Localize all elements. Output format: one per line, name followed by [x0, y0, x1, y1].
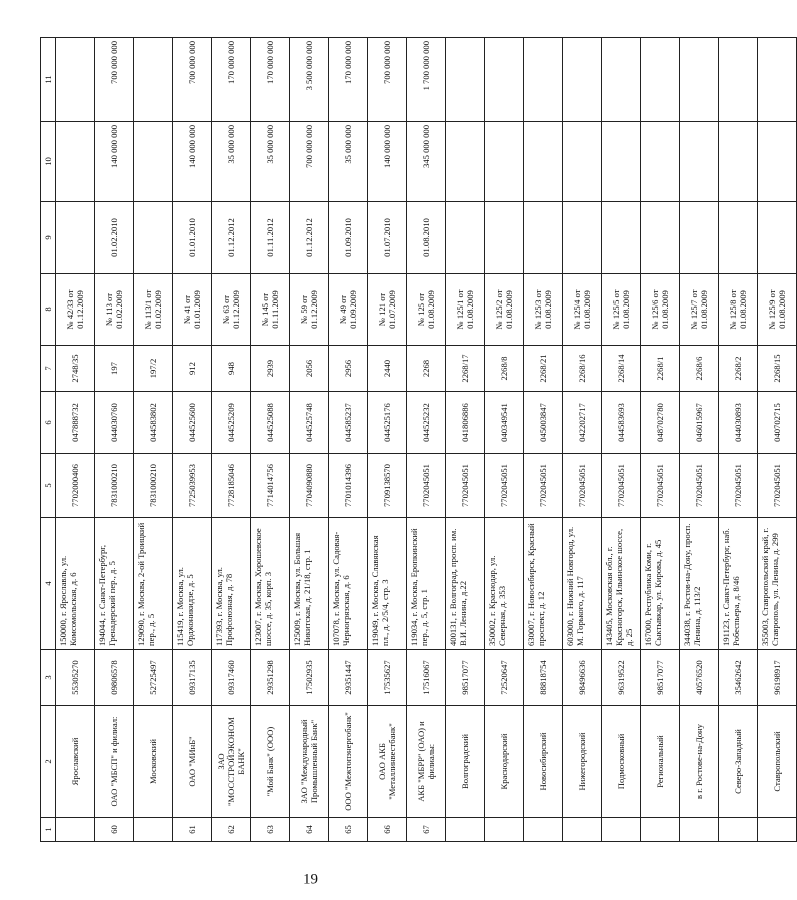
- table-row: [56, 38, 95, 842]
- row-number-cell: [563, 818, 602, 842]
- inn-cell: 7701014396: [329, 454, 368, 518]
- okpo-code-cell: 40576520: [680, 650, 719, 706]
- amount-limit-cell: [563, 122, 602, 202]
- bik-cell: 048702780: [641, 392, 680, 454]
- bank-name-cell: ОАО "МИнБ": [173, 706, 212, 818]
- bank-name-cell: Нижегородский: [563, 706, 602, 818]
- license-number-cell: 2268/14: [602, 346, 641, 392]
- address-cell: 167000, Республика Коми, г. Сыктывкар, ул. Кирова, д. 45: [641, 518, 680, 650]
- amount-total-cell: [680, 38, 719, 122]
- contract-number-cell: № 145 от 01.11.2009: [251, 274, 290, 346]
- row-number-cell: 61: [173, 818, 212, 842]
- amount-total-cell: 700 000 000: [95, 38, 134, 122]
- table-header: [41, 38, 56, 842]
- address-cell: 603000, г. Нижний Новгород, ул. М. Горького, д. 117: [563, 518, 602, 650]
- bank-name-cell: Подмосковный: [602, 706, 641, 818]
- end-date-cell: 01.11.2012: [251, 202, 290, 274]
- address-cell: 115419, г. Москва, ул. Орджоникидзе, д. 5: [173, 518, 212, 650]
- license-number-cell: 2268/2: [719, 346, 758, 392]
- table-row: [368, 38, 407, 842]
- row-number-cell: 67: [407, 818, 446, 842]
- inn-cell: 7704090880: [290, 454, 329, 518]
- okpo-code-cell: 96319522: [602, 650, 641, 706]
- row-number-cell: 64: [290, 818, 329, 842]
- license-number-cell: 2268/16: [563, 346, 602, 392]
- table-row: [563, 38, 602, 842]
- table-row: [290, 38, 329, 842]
- address-cell: 355003, Ставропольский край, г. Ставрополь, ул. Ленина, д. 299: [758, 518, 797, 650]
- address-cell: 191123, г. Санкт-Петербург, наб. Робеспьера, д. 8/46: [719, 518, 758, 650]
- end-date-cell: [758, 202, 797, 274]
- okpo-code-cell: 29351447: [329, 650, 368, 706]
- header-cell: 10: [41, 122, 56, 202]
- amount-total-cell: [602, 38, 641, 122]
- end-date-cell: 01.12.2012: [290, 202, 329, 274]
- inn-cell: 7714014756: [251, 454, 290, 518]
- amount-total-cell: 170 000 000: [251, 38, 290, 122]
- amount-total-cell: [485, 38, 524, 122]
- license-number-cell: 912: [173, 346, 212, 392]
- license-number-cell: 948: [212, 346, 251, 392]
- amount-total-cell: [134, 38, 173, 122]
- address-cell: 125009, г. Москва, ул. Большая Никитская, д. 21/18, стр. 1: [290, 518, 329, 650]
- inn-cell: 7728185046: [212, 454, 251, 518]
- bank-name-cell: ООО "Межтопэнергобанк": [329, 706, 368, 818]
- address-cell: 400131, г. Волгоград, просп. им. В.И. Ленина, д.22: [446, 518, 485, 650]
- amount-total-cell: 170 000 000: [212, 38, 251, 122]
- license-number-cell: 2268/15: [758, 346, 797, 392]
- table-row: [719, 38, 758, 842]
- license-number-cell: 2268/17: [446, 346, 485, 392]
- end-date-cell: [563, 202, 602, 274]
- bik-cell: 046015967: [680, 392, 719, 454]
- contract-number-cell: № 125/1 от 01.08.2009: [446, 274, 485, 346]
- page-number: 19: [303, 871, 318, 888]
- amount-total-cell: [56, 38, 95, 122]
- contract-number-cell: № 113/1 от 01.02.2009: [134, 274, 173, 346]
- row-number-cell: [680, 818, 719, 842]
- amount-limit-cell: [485, 122, 524, 202]
- row-number-cell: 60: [95, 818, 134, 842]
- inn-cell: 7702045051: [446, 454, 485, 518]
- inn-cell: 7702045051: [641, 454, 680, 518]
- header-cell: 1: [41, 818, 56, 842]
- amount-limit-cell: 35 000 000: [212, 122, 251, 202]
- header-cell: 5: [41, 454, 56, 518]
- inn-cell: 7725039953: [173, 454, 212, 518]
- bank-name-cell: Ярославский: [56, 706, 95, 818]
- amount-limit-cell: [719, 122, 758, 202]
- bik-cell: 041806886: [446, 392, 485, 454]
- table-row: [134, 38, 173, 842]
- end-date-cell: 01.02.2010: [95, 202, 134, 274]
- inn-cell: 7702045051: [485, 454, 524, 518]
- okpo-code-cell: 72520647: [485, 650, 524, 706]
- okpo-code-cell: 98517077: [446, 650, 485, 706]
- bank-name-cell: Региональный: [641, 706, 680, 818]
- header-cell: 3: [41, 650, 56, 706]
- bank-name-cell: Северо-Западный: [719, 706, 758, 818]
- address-cell: 194044, г. Санкт-Петербург, Гренадерский пер., д. 5: [95, 518, 134, 650]
- address-cell: 630007, г. Новосибирск, Красный проспект, д. 12: [524, 518, 563, 650]
- table-row: [251, 38, 290, 842]
- bik-cell: 044583802: [134, 392, 173, 454]
- amount-limit-cell: [134, 122, 173, 202]
- address-cell: 344038, г. Ростов-на-Дону, просп. Ленина, д. 113/2: [680, 518, 719, 650]
- table-row: [641, 38, 680, 842]
- bik-cell: 044030760: [95, 392, 134, 454]
- license-number-cell: 2268/21: [524, 346, 563, 392]
- header-cell: 11: [41, 38, 56, 122]
- address-cell: 143405, Московская обл., г. Красногорск, Ильинское шоссе, д. 25: [602, 518, 641, 650]
- contract-number-cell: № 59 от 01.12.2009: [290, 274, 329, 346]
- table-body: [56, 38, 797, 842]
- end-date-cell: [719, 202, 758, 274]
- contract-number-cell: № 125 от 01.08.2009: [407, 274, 446, 346]
- inn-cell: 7702045051: [407, 454, 446, 518]
- amount-total-cell: [524, 38, 563, 122]
- end-date-cell: [134, 202, 173, 274]
- okpo-code-cell: 88818754: [524, 650, 563, 706]
- okpo-code-cell: 35462642: [719, 650, 758, 706]
- amount-limit-cell: [446, 122, 485, 202]
- okpo-code-cell: 17516067: [407, 650, 446, 706]
- amount-total-cell: 700 000 000: [368, 38, 407, 122]
- license-number-cell: 2268/1: [641, 346, 680, 392]
- bank-name-cell: ОАО "МБСП" и филиал:: [95, 706, 134, 818]
- end-date-cell: [641, 202, 680, 274]
- bik-cell: 040702715: [758, 392, 797, 454]
- header-cell: 4: [41, 518, 56, 650]
- contract-number-cell: № 125/5 от 01.08.2009: [602, 274, 641, 346]
- bik-cell: 044030893: [719, 392, 758, 454]
- address-cell: 119049, г. Москва, Славянская пл., д. 2/5/4, стр. 3: [368, 518, 407, 650]
- amount-limit-cell: 140 000 000: [95, 122, 134, 202]
- header-cell: 8: [41, 274, 56, 346]
- inn-cell: 7702045051: [719, 454, 758, 518]
- amount-total-cell: [563, 38, 602, 122]
- header-cell: 9: [41, 202, 56, 274]
- bik-cell: 045003847: [524, 392, 563, 454]
- contract-number-cell: № 42/33 от 01.12.2009: [56, 274, 95, 346]
- inn-cell: 7702045051: [563, 454, 602, 518]
- contract-number-cell: № 113 от 01.02.2009: [95, 274, 134, 346]
- amount-limit-cell: 700 000 000: [290, 122, 329, 202]
- okpo-code-cell: 98517077: [641, 650, 680, 706]
- contract-number-cell: № 121 от 01.07.2009: [368, 274, 407, 346]
- bik-cell: 047888732: [56, 392, 95, 454]
- bik-cell: 044525176: [368, 392, 407, 454]
- amount-limit-cell: 35 000 000: [329, 122, 368, 202]
- address-cell: 350002, г. Краснодар, ул. Северная, д. 353: [485, 518, 524, 650]
- license-number-cell: 2748/35: [56, 346, 95, 392]
- row-number-cell: [134, 818, 173, 842]
- contract-number-cell: № 49 от 01.09.2009: [329, 274, 368, 346]
- bank-name-cell: в г. Ростове-на-Дону: [680, 706, 719, 818]
- bik-cell: 044525748: [290, 392, 329, 454]
- inn-cell: 7702000406: [56, 454, 95, 518]
- license-number-cell: 2939: [251, 346, 290, 392]
- amount-total-cell: [719, 38, 758, 122]
- okpo-code-cell: 09317135: [173, 650, 212, 706]
- okpo-code-cell: 29351298: [251, 650, 290, 706]
- okpo-code-cell: 09806578: [95, 650, 134, 706]
- license-number-cell: 2056: [290, 346, 329, 392]
- bank-name-cell: Ставропольский: [758, 706, 797, 818]
- okpo-code-cell: 17502935: [290, 650, 329, 706]
- end-date-cell: [446, 202, 485, 274]
- okpo-code-cell: 52725497: [134, 650, 173, 706]
- header-cell: 6: [41, 392, 56, 454]
- end-date-cell: 01.08.2010: [407, 202, 446, 274]
- amount-total-cell: [641, 38, 680, 122]
- table-row: [485, 38, 524, 842]
- row-number-cell: [524, 818, 563, 842]
- amount-limit-cell: [680, 122, 719, 202]
- bank-name-cell: АКБ "МБРР" (ОАО) и филиалы:: [407, 706, 446, 818]
- table-row: [407, 38, 446, 842]
- okpo-code-cell: 98496636: [563, 650, 602, 706]
- bank-name-cell: Краснодарский: [485, 706, 524, 818]
- table-row: [173, 38, 212, 842]
- bik-cell: 040349541: [485, 392, 524, 454]
- address-cell: 117393, г. Москва, ул. Профсоюзная, д. 78: [212, 518, 251, 650]
- end-date-cell: [485, 202, 524, 274]
- table-row: [212, 38, 251, 842]
- row-number-cell: 62: [212, 818, 251, 842]
- row-number-cell: [641, 818, 680, 842]
- row-number-cell: [56, 818, 95, 842]
- row-number-cell: 63: [251, 818, 290, 842]
- amount-limit-cell: [758, 122, 797, 202]
- amount-total-cell: 3 500 000 000: [290, 38, 329, 122]
- contract-number-cell: № 125/4 от 01.08.2009: [563, 274, 602, 346]
- amount-limit-cell: 35 000 000: [251, 122, 290, 202]
- contract-number-cell: № 125/3 от 01.08.2009: [524, 274, 563, 346]
- end-date-cell: [524, 202, 563, 274]
- bank-name-cell: ЗАО "МОССТРОЙЭКОНОМ БАНК": [212, 706, 251, 818]
- inn-cell: 7702045051: [524, 454, 563, 518]
- row-number-cell: [485, 818, 524, 842]
- license-number-cell: 197: [95, 346, 134, 392]
- license-number-cell: 2440: [368, 346, 407, 392]
- amount-total-cell: 170 000 000: [329, 38, 368, 122]
- bank-name-cell: Новосибирский: [524, 706, 563, 818]
- contract-number-cell: № 63 от 01.12.2009: [212, 274, 251, 346]
- address-cell: 107078, г. Москва, ул. Садовая-Черногрязская, д. 6: [329, 518, 368, 650]
- okpo-code-cell: 55305270: [56, 650, 95, 706]
- amount-total-cell: [758, 38, 797, 122]
- bik-cell: 042202717: [563, 392, 602, 454]
- license-number-cell: 2956: [329, 346, 368, 392]
- bik-cell: 044525600: [173, 392, 212, 454]
- bik-cell: 044525209: [212, 392, 251, 454]
- contract-number-cell: № 125/2 от 01.08.2009: [485, 274, 524, 346]
- okpo-code-cell: 96198917: [758, 650, 797, 706]
- table-row: [524, 38, 563, 842]
- amount-limit-cell: [602, 122, 641, 202]
- amount-limit-cell: 140 000 000: [368, 122, 407, 202]
- data-table: [40, 37, 797, 842]
- contract-number-cell: № 125/6 от 01.08.2009: [641, 274, 680, 346]
- end-date-cell: 01.09.2010: [329, 202, 368, 274]
- bank-name-cell: Волгоградский: [446, 706, 485, 818]
- amount-limit-cell: [56, 122, 95, 202]
- amount-limit-cell: 140 000 000: [173, 122, 212, 202]
- table-row: [95, 38, 134, 842]
- contract-number-cell: № 41 от 01.01.2009: [173, 274, 212, 346]
- amount-limit-cell: [524, 122, 563, 202]
- bik-cell: 044583693: [602, 392, 641, 454]
- table-row: [329, 38, 368, 842]
- license-number-cell: 2268/6: [680, 346, 719, 392]
- table-row: [446, 38, 485, 842]
- row-number-cell: [719, 818, 758, 842]
- table-row: [602, 38, 641, 842]
- license-number-cell: 2268: [407, 346, 446, 392]
- address-cell: 129090, г. Москва, 2-ой Троицкий пер., д. 5: [134, 518, 173, 650]
- bank-name-cell: ЗАО "Международный Промышленный Банк": [290, 706, 329, 818]
- okpo-code-cell: 09317460: [212, 650, 251, 706]
- header-row: [41, 38, 56, 842]
- amount-total-cell: 700 000 000: [173, 38, 212, 122]
- end-date-cell: 01.12.2012: [212, 202, 251, 274]
- license-number-cell: 197/2: [134, 346, 173, 392]
- end-date-cell: [56, 202, 95, 274]
- inn-cell: 7831000210: [95, 454, 134, 518]
- bik-cell: 044585237: [329, 392, 368, 454]
- inn-cell: 7702045051: [602, 454, 641, 518]
- amount-limit-cell: [641, 122, 680, 202]
- row-number-cell: [602, 818, 641, 842]
- address-cell: 119034, г. Москва, Еропкинский пер., д. 5, стр. 1: [407, 518, 446, 650]
- end-date-cell: 01.07.2010: [368, 202, 407, 274]
- end-date-cell: [602, 202, 641, 274]
- inn-cell: 7831000210: [134, 454, 173, 518]
- table-row: [758, 38, 797, 842]
- inn-cell: 7702045051: [758, 454, 797, 518]
- bank-name-cell: ОАО АКБ "Металлинвестбанк": [368, 706, 407, 818]
- header-cell: 7: [41, 346, 56, 392]
- amount-total-cell: [446, 38, 485, 122]
- row-number-cell: 66: [368, 818, 407, 842]
- row-number-cell: [758, 818, 797, 842]
- okpo-code-cell: 17535627: [368, 650, 407, 706]
- end-date-cell: 01.01.2010: [173, 202, 212, 274]
- contract-number-cell: № 125/9 от 01.08.2009: [758, 274, 797, 346]
- address-cell: 123007, г. Москва, Хорошевское шоссе, д. 35, корп. 3: [251, 518, 290, 650]
- amount-limit-cell: 345 000 000: [407, 122, 446, 202]
- table-row: [680, 38, 719, 842]
- inn-cell: 7709138570: [368, 454, 407, 518]
- row-number-cell: 65: [329, 818, 368, 842]
- bik-cell: 044525232: [407, 392, 446, 454]
- row-number-cell: [446, 818, 485, 842]
- bank-name-cell: Московский: [134, 706, 173, 818]
- contract-number-cell: № 125/7 от 01.08.2009: [680, 274, 719, 346]
- bank-name-cell: "Мой Банк" (ООО): [251, 706, 290, 818]
- contract-number-cell: № 125/8 от 01.08.2009: [719, 274, 758, 346]
- end-date-cell: [680, 202, 719, 274]
- header-cell: 2: [41, 706, 56, 818]
- amount-total-cell: 1 700 000 000: [407, 38, 446, 122]
- bik-cell: 044525088: [251, 392, 290, 454]
- inn-cell: 7702045051: [680, 454, 719, 518]
- license-number-cell: 2268/8: [485, 346, 524, 392]
- address-cell: 150000, г. Ярославль, ул. Комсомольская, д. 6: [56, 518, 95, 650]
